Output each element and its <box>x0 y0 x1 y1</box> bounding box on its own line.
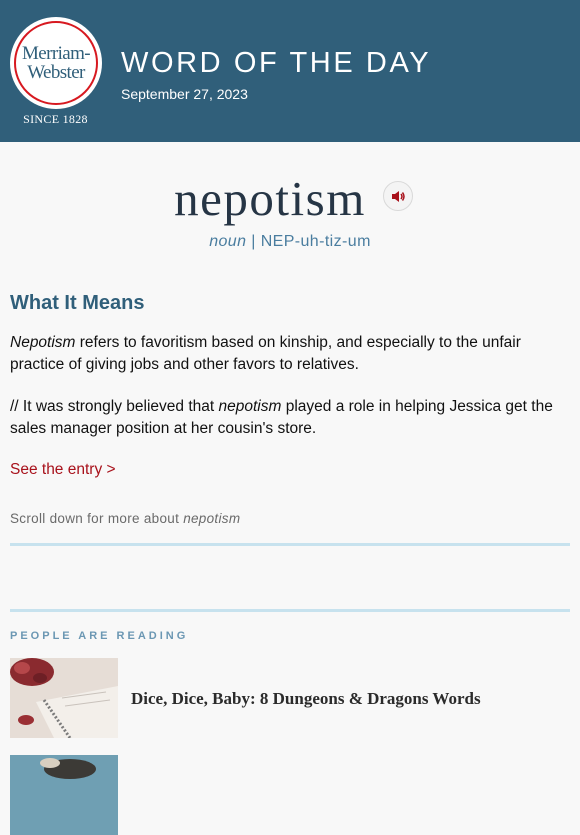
article-thumbnail-image <box>10 755 118 835</box>
definition-text: refers to favoritism based on kinship, and especially to the unfair practice of giving jobs and other favors to relatives. <box>10 334 521 373</box>
example-start: // It was strongly believed that <box>10 398 219 415</box>
headword-text: nepotism <box>174 171 366 226</box>
merriam-webster-logo[interactable] <box>11 18 101 108</box>
pronunciation-line <box>0 232 580 251</box>
article-item[interactable] <box>10 658 570 738</box>
scroll-note <box>10 510 240 528</box>
article-item[interactable] <box>10 755 570 835</box>
pronunciation-text: NEP-uh-tiz-um <box>260 233 371 250</box>
speaker-icon <box>391 190 406 203</box>
logo-since: SINCE 1828 <box>23 112 88 126</box>
logo-text-line2: Webster <box>27 62 85 83</box>
see-entry-link[interactable]: See the entry > <box>10 461 116 478</box>
logo-text-line1: Merriam- <box>22 43 90 64</box>
article-title[interactable]: Dice, Dice, Baby: 8 Dungeons & Dragons Words <box>131 689 481 708</box>
article-thumbnail-image <box>10 658 118 738</box>
section-divider <box>10 609 570 612</box>
page-title: WORD OF THE DAY <box>121 47 432 79</box>
article-thumbnail[interactable] <box>10 658 118 738</box>
part-of-speech: noun <box>209 233 247 250</box>
section-divider <box>10 543 570 546</box>
scroll-note-term: nepotism <box>183 511 241 526</box>
example-end: played a role in helping Jessica get the sales manager position at her cousin's store. <box>10 398 553 437</box>
example-term: nepotism <box>218 398 282 415</box>
pron-separator: | <box>251 233 256 250</box>
section-heading-what-it-means: What It Means <box>10 292 145 314</box>
pronunciation-audio-button[interactable] <box>383 181 413 211</box>
article-thumbnail[interactable] <box>10 755 118 835</box>
headword <box>0 170 540 228</box>
example-paragraph <box>10 396 566 440</box>
definition-term: Nepotism <box>10 334 76 351</box>
date-label: September 27, 2023 <box>121 86 248 102</box>
header-banner <box>0 0 580 142</box>
scroll-note-text: Scroll down for more about <box>10 511 184 526</box>
definition-paragraph <box>10 332 566 376</box>
people-are-reading-label: PEOPLE ARE READING <box>10 630 189 642</box>
